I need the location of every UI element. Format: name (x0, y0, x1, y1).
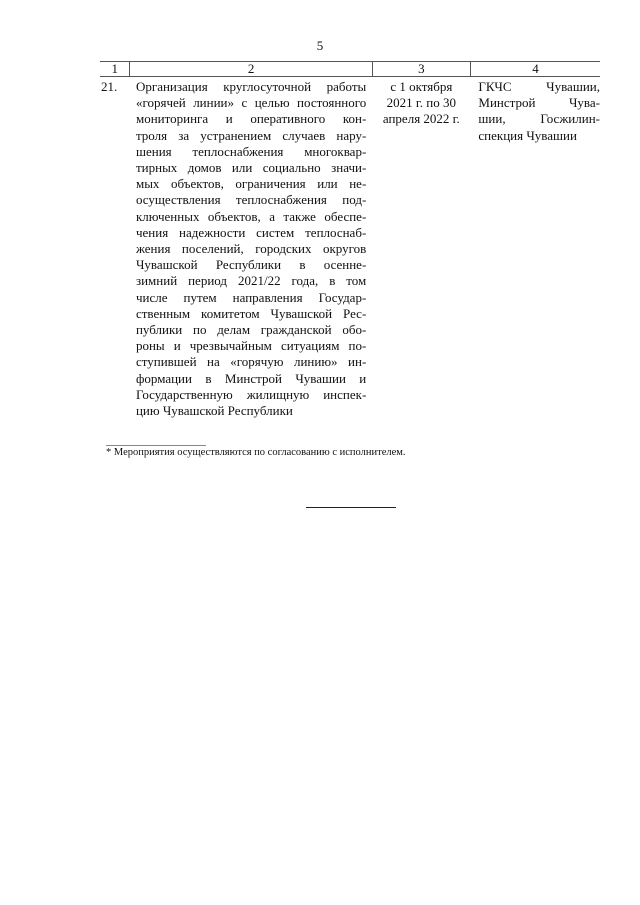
row-term (372, 77, 470, 420)
description-line: «горячей линии» с целью постоянного (135, 95, 367, 111)
header-col-4: 4 (470, 62, 600, 77)
description-line: числе путем направления Государ- (135, 289, 367, 305)
header-col-3: 3 (372, 62, 470, 77)
description-line: роны и чрезвычайным ситуациям по- (135, 338, 367, 354)
header-col-2: 2 (130, 62, 372, 77)
description-line: формации в Минстрой Чувашии и (135, 370, 367, 386)
term-line: 2021 г. по 30 (386, 95, 456, 111)
page-number: 5 (316, 38, 324, 53)
table-row (100, 77, 600, 420)
description-line: мых объектов, ограничения или не- (135, 176, 367, 192)
description-line: зимний период 2021/22 года, в том (135, 273, 367, 289)
row-number: 21. (101, 79, 118, 94)
description-line: Организация круглосуточной работы (135, 79, 367, 94)
executor-line: шии, Госжилин- (478, 111, 600, 127)
end-of-document-rule (306, 507, 396, 508)
description-line: ступившей на «горячую линию» ин- (135, 354, 367, 370)
description-line: цию Чувашской Республики (135, 403, 293, 419)
description-line: тирных домов или социально значи- (135, 160, 367, 176)
row-executor (470, 77, 600, 420)
footnote: * Мероприятия осуществляются по согласованию с исполнителем. (106, 447, 406, 458)
description-line: ключенных объектов, а также обеспе- (135, 208, 367, 224)
description-line: ственным комитетом Чувашской Рес- (135, 305, 367, 321)
header-col-1: 1 (100, 62, 130, 77)
executor-line: ГКЧС Чувашии, (478, 79, 600, 94)
description-line: Чувашской Республики в осенне- (135, 257, 367, 273)
measures-table (100, 61, 600, 419)
description-line: чения надежности систем теплоснаб- (135, 224, 367, 240)
description-line: осуществления теплоснабжения под- (135, 192, 367, 208)
description-line: шения теплоснабжения многоквар- (135, 143, 367, 159)
description-line: жения поселений, городских округов (135, 241, 367, 257)
description-line: Государственную жилищную инспек- (135, 386, 367, 402)
row-description (130, 77, 372, 420)
executor-line: спекция Чувашии (478, 127, 577, 143)
description-line: троля за устранением случаев нару- (135, 127, 367, 143)
footnote-separator (106, 445, 206, 446)
term-line: с 1 октября (390, 79, 453, 94)
description-line: публики по делам гражданской обо- (135, 322, 367, 338)
term-line: апреля 2022 г. (382, 111, 460, 127)
description-line: мониторинга и оперативного кон- (135, 111, 367, 127)
executor-line: Минстрой Чува- (478, 95, 600, 111)
table-header-row (100, 62, 600, 77)
